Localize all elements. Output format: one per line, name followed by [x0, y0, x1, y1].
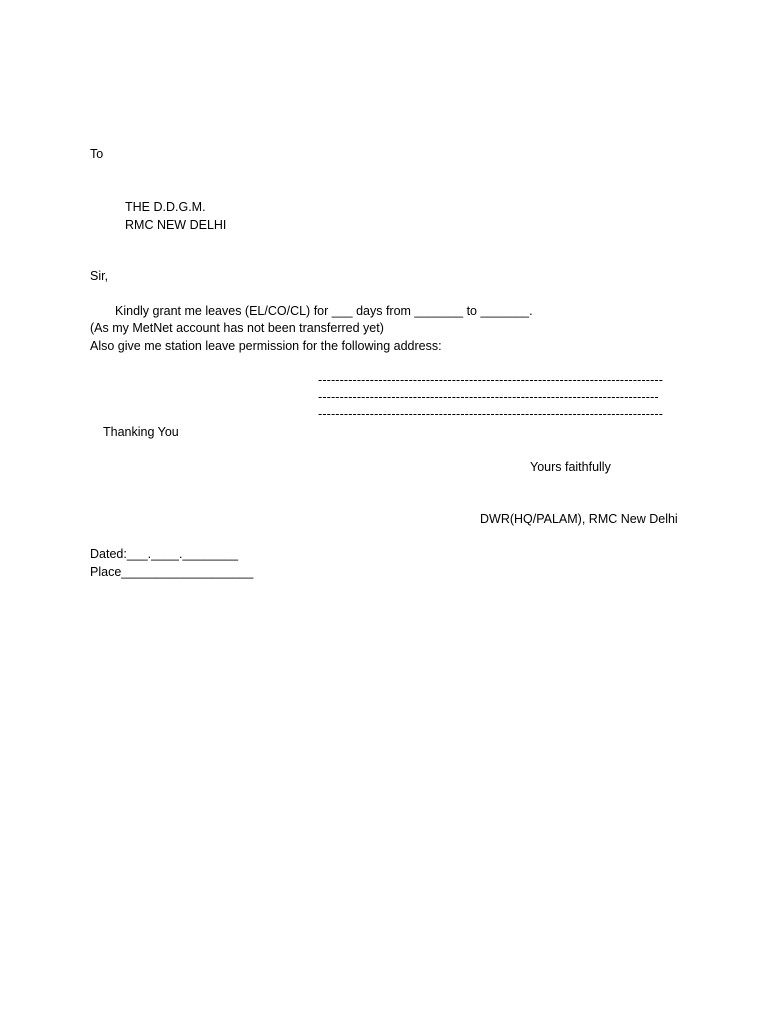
address-blank-line-1: -------------------------------------------------------------------------------- [318, 373, 664, 387]
to-line: To [90, 147, 104, 161]
address-blank-line-3: -------------------------------------------------------------------------------- [318, 407, 664, 421]
address-blank-line-2: ------------------------------------------------------------------------------- [318, 390, 659, 404]
body-station-leave-line: Also give me station leave permission for the following address: [90, 339, 442, 353]
closing-thanks: Thanking You [103, 425, 179, 439]
salutation: Sir, [90, 269, 109, 283]
body-request-line: Kindly grant me leaves (EL/CO/CL) for ___ days from _______ to _______. [115, 304, 533, 318]
place-field: Place___________________ [90, 565, 254, 579]
body-reason-line: (As my MetNet account has not been transferred yet) [90, 321, 384, 335]
dated-field: Dated:___.____.________ [90, 547, 239, 561]
sender-designation: DWR(HQ/PALAM), RMC New Delhi [480, 512, 678, 526]
recipient-office: RMC NEW DELHI [125, 218, 227, 232]
sign-off: Yours faithfully [530, 460, 611, 474]
recipient-title: THE D.D.G.M. [125, 200, 206, 214]
